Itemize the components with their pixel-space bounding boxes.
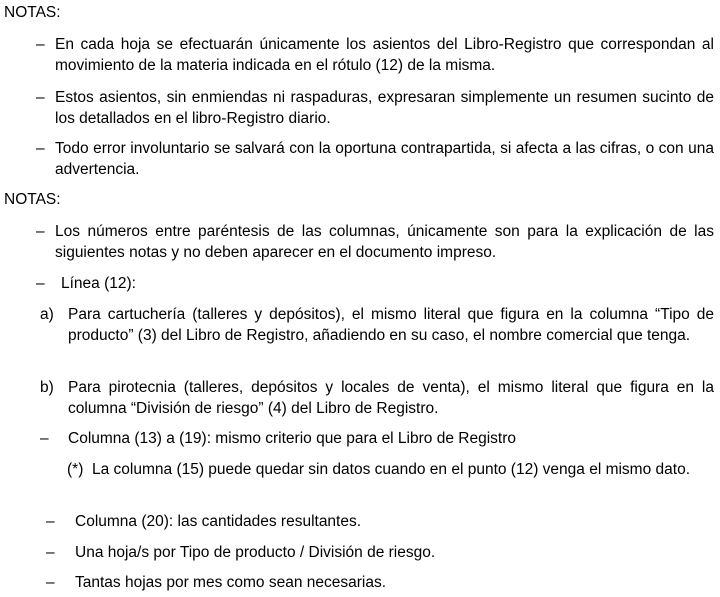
asterisk-marker: (*) (67, 461, 84, 478)
note-item (36, 138, 714, 180)
dash-marker: – (40, 430, 49, 447)
note-text: Columna (13) a (19): mismo criterio que para el Libro de Registro (68, 430, 516, 447)
letter-marker: a) (40, 306, 54, 323)
notes-heading: NOTAS: (4, 4, 61, 21)
note-text: Columna (20): las cantidades resultantes. (75, 513, 362, 530)
dash-marker: – (46, 574, 55, 591)
note-text: Los números entre paréntesis de las columnas, únicamente son para la explicación de las siguientes notas y no deben aparecer en el documento impreso. (55, 223, 714, 261)
note-item (36, 273, 714, 294)
note-item (67, 459, 714, 480)
note-item (46, 542, 714, 563)
dash-marker: – (36, 223, 45, 240)
note-item (40, 304, 714, 346)
dash-marker: – (36, 140, 45, 157)
note-text: Tantas hojas por mes como sean necesarias. (75, 574, 387, 591)
note-text: Todo error involuntario se salvará con la oportuna contrapartida, si afecta a las cifras, o con una advertencia. (55, 140, 714, 178)
letter-marker: b) (40, 379, 54, 396)
note-text: Una hoja/s por Tipo de producto / División de riesgo. (75, 544, 436, 561)
note-item (36, 221, 714, 263)
note-text: Para cartuchería (talleres y depósitos), el mismo literal que figura en la columna “Tipo de producto” (3) del Libro de Registro, añadiendo en su caso, el nombre comercial que tenga. (68, 306, 714, 344)
note-item (46, 572, 714, 593)
dash-marker: – (36, 275, 45, 292)
note-item (46, 511, 714, 532)
dash-marker: – (36, 89, 45, 106)
notes-heading: NOTAS: (4, 191, 61, 208)
dash-marker: – (36, 36, 45, 53)
note-text: En cada hoja se efectuarán únicamente los asientos del Libro-Registro que correspondan al movimiento de la materia indicada en el rótulo (12) de la misma. (55, 36, 714, 74)
note-item (36, 34, 714, 76)
note-item (40, 428, 714, 449)
note-item (40, 377, 714, 419)
note-text: Para pirotecnia (talleres, depósitos y locales de venta), el mismo literal que figura en la columna “División de riesgo” (4) del Libro de Registro. (68, 379, 714, 417)
note-text: Estos asientos, sin enmiendas ni raspaduras, expresaran simplemente un resumen sucinto de los detallados en el libro-Registro diario. (55, 89, 714, 127)
note-text: La columna (15) puede quedar sin datos cuando en el punto (12) venga el mismo dato. (92, 461, 690, 478)
dash-marker: – (46, 513, 55, 530)
dash-marker: – (46, 544, 55, 561)
note-item (36, 87, 714, 129)
note-text: Línea (12): (61, 275, 136, 292)
